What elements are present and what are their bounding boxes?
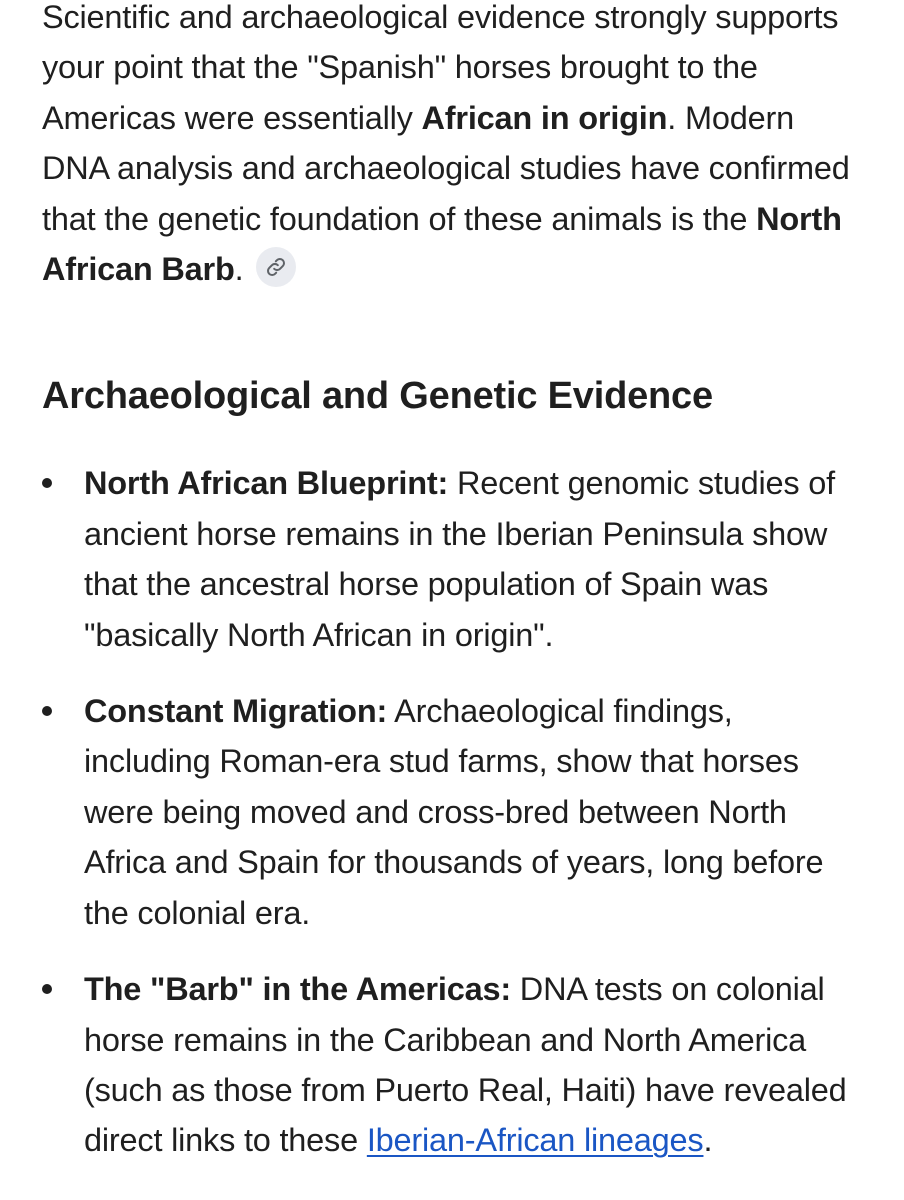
- bullet-dot: [42, 478, 52, 488]
- intro-text-3: .: [234, 251, 244, 288]
- list-item-text: Archaeological findings, including Roman-era stud farms, show that horses were being moved and cross-bred between North Africa and Spain for thousands of years, long before the colonial era.: [84, 693, 824, 931]
- bullet-dot: [42, 706, 52, 716]
- evidence-list: [42, 458, 862, 1165]
- list-item-text: DNA tests on colonial horse remains in the Caribbean and North America (such as those from Puerto Real, Haiti) have revealed direct links to these: [84, 971, 847, 1159]
- list-item-end: .: [703, 1122, 713, 1159]
- link-icon: [265, 256, 287, 278]
- source-link-chip[interactable]: [256, 247, 296, 287]
- response-content: [42, 0, 862, 1192]
- list-item-text: Recent genomic studies of ancient horse remains in the Iberian Peninsula show that the ancestral horse population of Spain was "basically North African in origin".: [84, 465, 835, 653]
- list-item: [42, 686, 862, 938]
- bullet-dot: [42, 984, 52, 994]
- section-heading: Archaeological and Genetic Evidence: [42, 375, 713, 418]
- list-item: [42, 964, 862, 1166]
- list-item-title: North African Blueprint:: [84, 465, 449, 502]
- intro-text-2: . Modern DNA analysis and archaeological studies have confirmed that the genetic foundation of these animals is the: [42, 99, 850, 237]
- list-item-title: The "Barb" in the Americas:: [84, 971, 511, 1008]
- intro-bold-barb: North African Barb: [42, 200, 842, 288]
- intro-text-1: Scientific and archaeological evidence strongly supports your point that the "Spanish" horses brought to the Americas were essentially: [42, 0, 839, 136]
- intro-paragraph: [42, 0, 862, 294]
- intro-bold-african-origin: African in origin: [421, 99, 668, 136]
- iberian-african-lineages-link[interactable]: Iberian-African lineages: [366, 1122, 704, 1159]
- list-item-title: Constant Migration:: [84, 693, 388, 730]
- list-item: [42, 458, 862, 660]
